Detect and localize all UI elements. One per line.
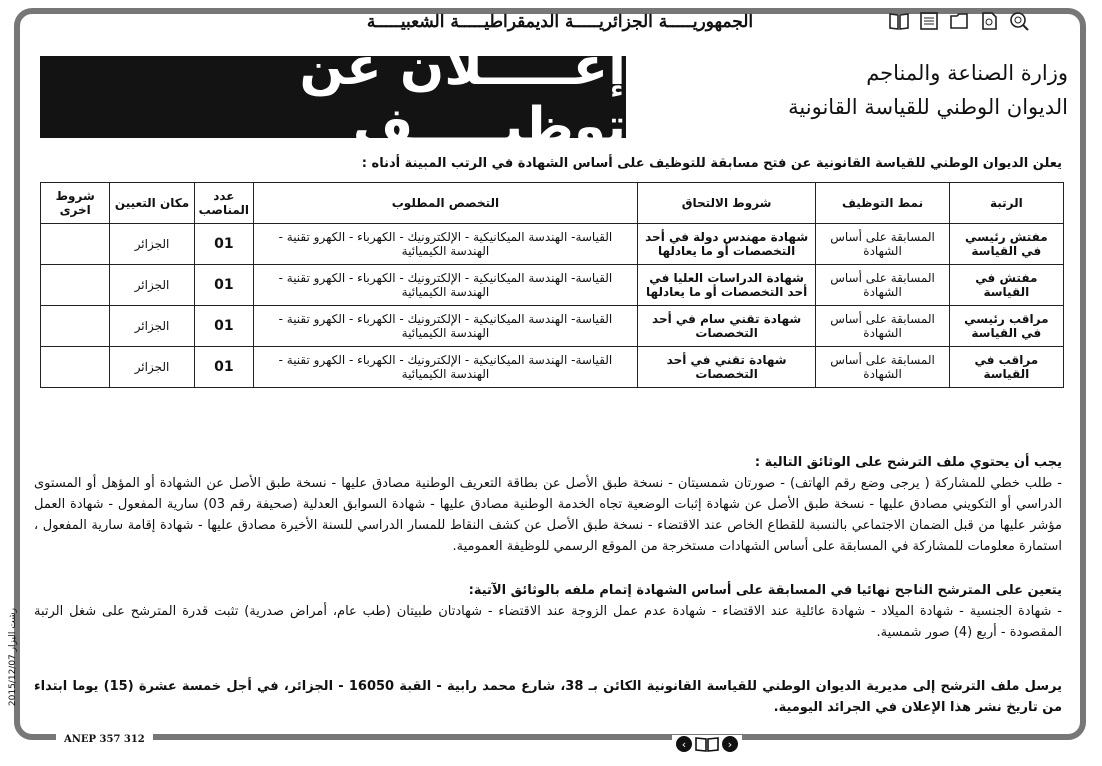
cell-other <box>41 265 110 306</box>
cell-count: 01 <box>194 347 253 388</box>
cell-rank: مفتش في القياسة <box>949 265 1063 306</box>
cell-specialty: القياسة- الهندسة الميكانيكية - الإلكترونيك - الكهرباء - الكهرو تقنية - الهندسة الكيميائية <box>254 224 638 265</box>
cell-place: الجزائر <box>110 224 194 265</box>
zoom-icon[interactable] <box>1008 10 1030 32</box>
cell-mode: المسابقة على أساس الشهادة <box>816 347 949 388</box>
ministry-block <box>788 56 1068 124</box>
previous-page-button[interactable]: ‹ <box>676 736 692 752</box>
cell-count: 01 <box>194 265 253 306</box>
office-name: الديوان الوطني للقياسة القانونية <box>788 95 1068 119</box>
page-icon[interactable] <box>978 10 1000 32</box>
next-page-button[interactable]: › <box>722 736 738 752</box>
cell-count: 01 <box>194 224 253 265</box>
cell-specialty: القياسة- الهندسة الميكانيكية - الإلكترونيك - الكهرباء - الكهرو تقنية - الهندسة الكيميائية <box>254 347 638 388</box>
list-icon[interactable] <box>918 10 940 32</box>
cell-mode: المسابقة على أساس الشهادة <box>816 306 949 347</box>
table-row <box>41 347 1064 388</box>
table-header-row <box>41 183 1064 224</box>
folder-icon[interactable] <box>948 10 970 32</box>
header-other: شروط اخرى <box>41 183 110 224</box>
cell-condition: شهادة الدراسات العليا في أحد التخصصات أو ما يعادلها <box>637 265 816 306</box>
final-documents <box>34 580 1062 643</box>
required-documents-body: - طلب خطي للمشاركة ( يرجى وضع رقم الهاتف) - صورتان شمسيتان - نسخة طبق الأصل عن بطاقة التعريف الوطنية مصادق عليها - نسخة طبق الأصل عن الشهادة أو المؤهل أو المستوى الدراسي أو التكويني مصادق عليها - نسخة طبق الأصل عن شهادة إثبات الوضعية تجاه الخدمة الوطنية مصادق عليها - شهادة السوابق العدلية (صحيفة رقم 03) سارية المفعول - شهادة العمل مؤشر عليها من قبل الضمان الاجتماعي بالنسبة للقطاع الخاص عند الاقتضاء - نسخة طبق الأصل عن كشف النقاط للمسار الدراسي للسنة الأخيرة مصادق عليها - شهادة إقامة سارية المفعول ، استمارة معلومات للمشاركة في المسابقة على أساس الشهادات مستخرجة من الموقع الرسمي للوظيفة العمومية. <box>34 476 1062 554</box>
intro-text: يعلن الديوان الوطني للقياسة القانونية عن فتح مسابقة للتوظيف على أساس الشهادة في الرتب المبينة أدناه : <box>361 156 1062 171</box>
cell-rank: مفتش رئيسي في القياسة <box>949 224 1063 265</box>
sending-instructions: يرسل ملف الترشح إلى مديرية الديوان الوطني للقياسة القانونية الكائن بـ 38، شارع محمد رابية - القبة 16050 - الجزائر، في أجل خمسة عشرة (15) يوما ابتداء من تاريخ نشر هذا الإعلان في الجرائد اليومية. <box>34 679 1063 715</box>
header-specialty: التخصص المطلوب <box>254 183 638 224</box>
job-announcement-banner: إعـــــلان عن توظيـــــف <box>40 56 626 138</box>
final-documents-heading: يتعين على المترشح الناجح نهائيا في المسابقة على أساس الشهادة إتمام ملفه بالوثائق الآتية: <box>468 583 1062 598</box>
book-icon[interactable] <box>888 10 910 32</box>
required-documents <box>34 452 1062 557</box>
header-place: مكان التعيين <box>110 183 194 224</box>
cell-place: الجزائر <box>110 265 194 306</box>
cell-other <box>41 306 110 347</box>
header-count: عدد المناصب <box>194 183 253 224</box>
cell-place: الجزائر <box>110 347 194 388</box>
cell-mode: المسابقة على أساس الشهادة <box>816 224 949 265</box>
cell-condition: شهادة مهندس دولة في أحد التخصصات أو ما يعادلها <box>637 224 816 265</box>
cell-other <box>41 347 110 388</box>
cell-rank: مراقب رئيسي في القياسة <box>949 306 1063 347</box>
cell-specialty: القياسة- الهندسة الميكانيكية - الإلكترونيك - الكهرباء - الكهرو تقنية - الهندسة الكيميائية <box>254 265 638 306</box>
cell-place: الجزائر <box>110 306 194 347</box>
table-row <box>41 224 1064 265</box>
table-row <box>41 265 1064 306</box>
cell-rank: مراقب في القياسة <box>949 347 1063 388</box>
required-documents-heading: يجب أن يحتوي ملف الترشح على الوثائق التالية : <box>754 455 1062 470</box>
ministry-name: وزارة الصناعة والمناجم <box>866 61 1068 85</box>
book-view-icon[interactable] <box>694 735 720 753</box>
cell-condition: شهادة تقني في أحد التخصصات <box>637 347 816 388</box>
date-stamp: رشت اليزار 2015/12/07 <box>8 608 18 707</box>
page-navigator <box>672 735 742 753</box>
final-documents-body: - شهادة الجنسية - شهادة الميلاد - شهادة عائلية عند الاقتضاء - شهادة عدم عمل الزوجة عند الاقتضاء - شهادتان طبيتان (طب عام، أمراض صدرية) تثبت قدرة المترشح على شغل الرتبة المقصودة - أربع (4) صور شمسية. <box>34 604 1062 640</box>
header-mode: نمط التوظيف <box>816 183 949 224</box>
cell-count: 01 <box>194 306 253 347</box>
republic-title: الجمهوريـــــة الجزائريـــــة الديمقراطيـــــة الشعبيـــــة <box>366 12 754 32</box>
cell-specialty: القياسة- الهندسة الميكانيكية - الإلكترونيك - الكهرباء - الكهرو تقنية - الهندسة الكيميائية <box>254 306 638 347</box>
anep-reference: ANEP 357 312 <box>56 734 153 745</box>
header-condition: شروط الالتحاق <box>637 183 816 224</box>
cell-mode: المسابقة على أساس الشهادة <box>816 265 949 306</box>
positions-table <box>40 182 1064 388</box>
cell-condition: شهادة تقني سام في أحد التخصصات <box>637 306 816 347</box>
toolbar <box>888 10 1030 32</box>
header-rank: الرتبة <box>949 183 1063 224</box>
cell-other <box>41 224 110 265</box>
table-row <box>41 306 1064 347</box>
